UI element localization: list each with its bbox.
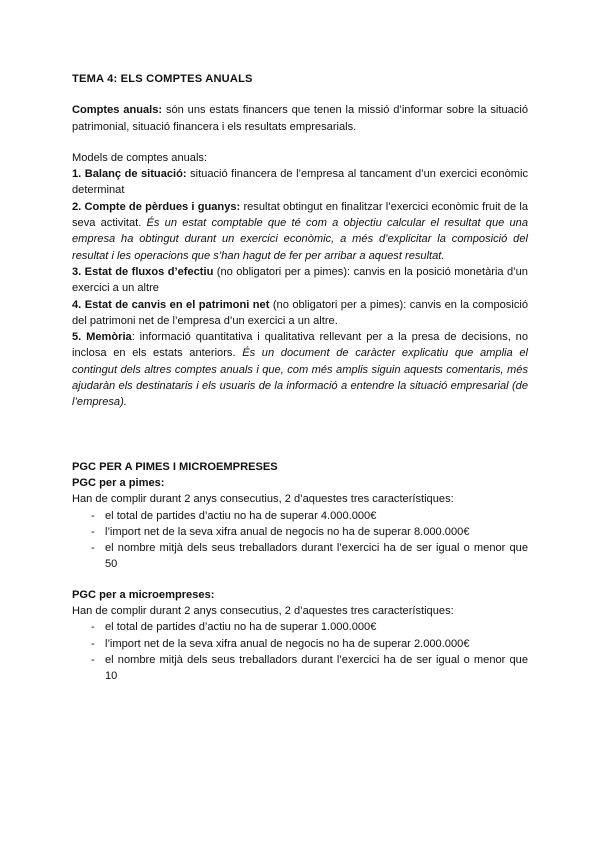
list-item: - l’import net de la seva xifra anual de negocis no ha de superar 8.000.000€ — [72, 524, 528, 540]
model-item-perdues-guanys — [72, 199, 528, 264]
list-item: - el nombre mitjà dels seus treballadors durant l’exercici ha de ser igual o menor que 50 — [72, 540, 528, 573]
intro-paragraph — [72, 102, 528, 135]
pgc-pimes-list — [72, 508, 528, 573]
model-item-fluxos-efectiu — [72, 264, 528, 297]
pgc-heading: PGC PER A PIMES I MICROEMPRESES — [72, 460, 278, 473]
model-italic-text: És un document de caràcter explicatiu que amplia el contingut dels altres comptes anuals i que, com més amplis siguin aquests comentaris, més ajudaràn els destinataris i els usuaris de la informació a entendre la situació empresarial (de l’empresa). — [72, 347, 528, 409]
model-text: : informació quantitativa i qualitativa rellevant per a la presa de decisions, no inclosa en els estats anteriors. — [72, 331, 528, 360]
intro-term: Comptes anuals: — [72, 104, 163, 117]
models-heading: Models de comptes anuals: — [72, 151, 208, 164]
model-item-balanc — [72, 166, 528, 199]
document-page — [72, 71, 528, 685]
pgc-micro-heading: PGC per a microempreses: — [72, 588, 215, 601]
pgc-pimes-intro: Han de complir durant 2 anys consecutius, 2 d’aquestes tres característiques: — [72, 493, 454, 506]
model-term: 5. Memòria — [72, 331, 132, 344]
list-item: - el total de partides d’actiu no ha de superar 1.000.000€ — [72, 619, 528, 635]
model-term: 3. Estat de fluxos d’efectiu — [72, 265, 214, 278]
model-text: (no obligatori per a pimes): canvis en la composició del patrimoni net de l’empresa d’un exercici a un altre. — [72, 298, 528, 327]
model-text: resultat obtingut en finalitzar l’exercici econòmic fruit de la seva activitat. — [72, 200, 528, 230]
model-item-canvis-patrimoni — [72, 297, 528, 330]
model-italic-text: És un estat comptable que té com a objectiu calcular el resultat que una empresa ha obtingut durant un exercici econòmic, a més d’explicitar la composició del resultat i les operacions que s’han hagut de fer per arribar a aquest resultat. — [72, 217, 528, 262]
model-term: 1. Balanç de situació: — [72, 168, 187, 181]
pgc-pimes-heading: PGC per a pimes: — [72, 476, 165, 489]
intro-text: són uns estats financers que tenen la missió d’informar sobre la situació patrimonial, situació financera i els resultats empresarials. — [72, 104, 528, 133]
list-item: - el nombre mitjà dels seus treballadors durant l’exercici ha de ser igual o menor que 10 — [72, 652, 528, 685]
pgc-micro-intro: Han de complir durant 2 anys consecutius, 2 d’aquestes tres característiques: — [72, 605, 454, 618]
model-term: 2. Compte de pèrdues i guanys: — [72, 200, 241, 213]
list-item: - l’import net de la seva xifra anual de negocis no ha de superar 2.000.000€ — [72, 636, 528, 652]
pgc-micro-list — [72, 619, 528, 684]
model-text: (no obligatori per a pimes): canvis en la posició monetària d’un exercici a un altre — [72, 265, 528, 295]
list-item: - el total de partides d’actiu no ha de superar 4.000.000€ — [72, 508, 528, 524]
model-item-memoria — [72, 329, 528, 410]
document-title: TEMA 4: ELS COMPTES ANUALS — [72, 73, 253, 85]
model-term: 4. Estat de canvis en el patrimoni net — [72, 298, 270, 311]
model-text: situació financera de l’empresa al tancament d’un exercici econòmic determinat — [72, 168, 528, 197]
